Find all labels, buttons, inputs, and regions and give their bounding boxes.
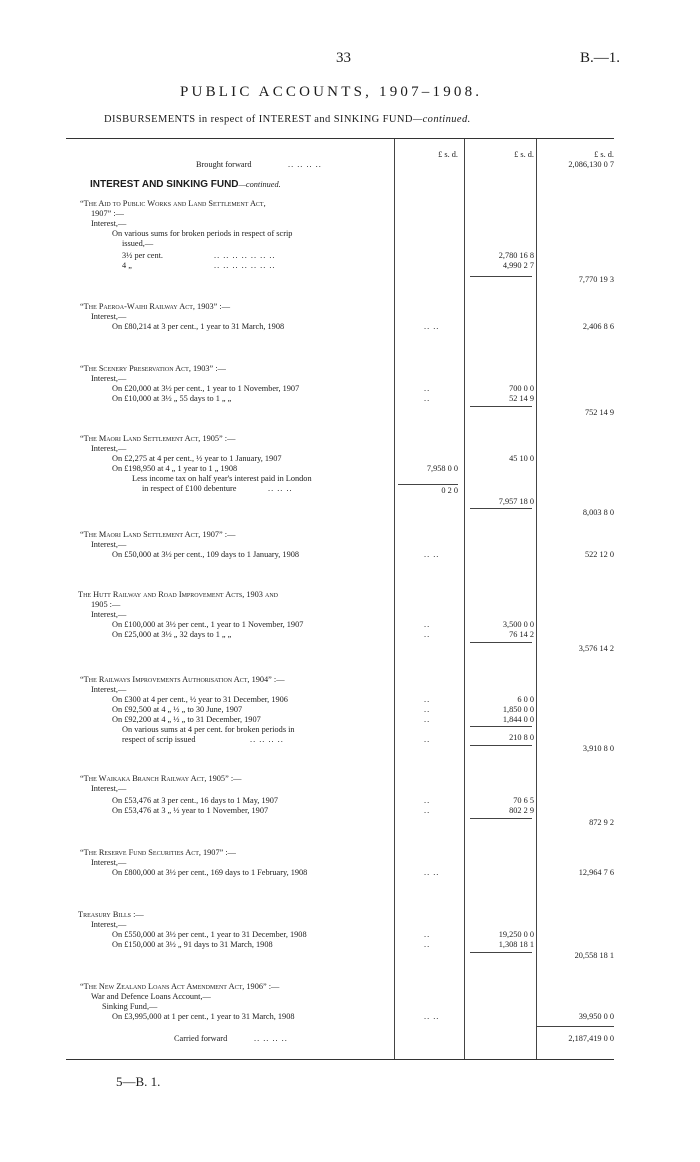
railways-1904-value: 210 8 0	[509, 733, 534, 742]
maori-1907-line: On £50,000 at 3½ per cent., 109 days to 1 January, 1908	[112, 550, 300, 559]
leader-dots: ..	[424, 796, 431, 805]
aid-act-line: On various sums for broken periods in respect of scrip	[112, 229, 293, 238]
maori-1905-line: Less income tax on half year's interest paid in London	[132, 474, 312, 483]
reserve-fund-interest: Interest,—	[91, 858, 127, 867]
column-rule	[464, 139, 465, 1059]
sum-rule	[470, 726, 532, 727]
paeroa-act-heading: “The Paeroa-Waihi Railway Act, 1903” :—	[80, 302, 231, 311]
sum-rule	[398, 484, 458, 485]
hutt-acts-value: 76 14 2	[509, 630, 534, 639]
column-rule	[394, 139, 395, 1059]
reserve-fund-total: 12,964 7 6	[578, 868, 614, 877]
treasury-bills-interest: Interest,—	[91, 920, 127, 929]
aid-act-rate: 3½ per cent.	[122, 251, 164, 260]
waikaka-value: 70 6 5	[513, 796, 534, 805]
leader-dots: ..	[424, 930, 431, 939]
hutt-acts-total: 3,576 14 2	[578, 644, 614, 653]
leader-dots: ..	[424, 705, 431, 714]
leader-dots: ..	[424, 630, 431, 639]
sum-rule	[470, 276, 532, 277]
section-heading-text: INTEREST AND SINKING FUND	[90, 179, 239, 190]
treasury-bills-line: On £150,000 at 3½ „ 91 days to 31 March, 1908	[112, 940, 273, 949]
waikaka-line: On £53,476 at 3 „ ½ year to 1 November, 1907	[112, 806, 269, 815]
leader-dots: ..	[424, 384, 431, 393]
railways-1904-value: 1,844 0 0	[502, 715, 534, 724]
railways-1904-line: On £92,500 at 4 „ ½ „ to 30 June, 1907	[112, 705, 243, 714]
column-header-3: £ s. d.	[594, 150, 614, 159]
sum-rule	[470, 406, 532, 407]
maori-1907-heading: “The Maori Land Settlement Act, 1907” :—	[80, 530, 236, 539]
leader-dots: ..	[424, 735, 431, 744]
hutt-acts-value: 3,500 0 0	[502, 620, 534, 629]
railways-1904-interest: Interest,—	[91, 685, 127, 694]
leader-dots: .. .. .. .. .. .. ..	[214, 261, 276, 270]
leader-dots: .. .. ..	[268, 484, 293, 493]
aid-act-heading-year: 1907” :—	[91, 209, 124, 218]
treasury-bills-value: 1,308 18 1	[498, 940, 534, 949]
scenery-act-line: On £20,000 at 3½ per cent., 1 year to 1 November, 1907	[112, 384, 300, 393]
sum-rule	[470, 642, 532, 643]
scenery-act-interest: Interest,—	[91, 374, 127, 383]
signature-mark: 5—B. 1.	[116, 1074, 161, 1089]
section-heading	[90, 180, 281, 190]
leader-dots: .. .. .. ..	[250, 735, 284, 744]
railways-1904-line: On various sums at 4 per cent. for broken periods in	[122, 725, 295, 734]
maori-1905-interest: Interest,—	[91, 444, 127, 453]
maori-1905-value: 7,958 0 0	[426, 464, 458, 473]
railways-1904-value: 1,850 0 0	[502, 705, 534, 714]
nz-loans-heading: “The New Zealand Loans Act Amendment Act, 1906” :—	[80, 982, 280, 991]
aid-act-rate: 4 „	[122, 261, 132, 270]
brought-forward-label: Brought forward	[196, 160, 252, 169]
waikaka-total: 872 9 2	[589, 818, 614, 827]
hutt-acts-line: On £25,000 at 3½ „ 32 days to 1 „ „	[112, 630, 232, 639]
maori-1905-total: 8,003 8 0	[582, 508, 614, 517]
nz-loans-line: On £3,995,000 at 1 per cent., 1 year to 31 March, 1908	[112, 1012, 295, 1021]
aid-act-heading: “The Aid to Public Works and Land Settlement Act,	[80, 199, 266, 208]
treasury-bills-total: 20,558 18 1	[574, 951, 614, 960]
maori-1905-line: On £2,275 at 4 per cent., ½ year to 1 January, 1907	[112, 454, 282, 463]
maori-1905-value: 0 2 0	[441, 486, 458, 495]
leader-dots: .. .. .. .. .. .. ..	[214, 251, 276, 260]
waikaka-value: 802 2 9	[509, 806, 534, 815]
railways-1904-value: 6 0 0	[517, 695, 534, 704]
hutt-acts-interest: Interest,—	[91, 610, 127, 619]
paeroa-act-total: 2,406 8 6	[582, 322, 614, 331]
scenery-act-value: 52 14 9	[509, 394, 534, 403]
page-title: PUBLIC ACCOUNTS, 1907–1908.	[180, 84, 483, 100]
maori-1905-line: On £198,950 at 4 „ 1 year to 1 „ 1908	[112, 464, 238, 473]
leader-dots: ..	[424, 715, 431, 724]
maori-1905-heading: “The Maori Land Settlement Act, 1905” :—	[80, 434, 236, 443]
maori-1907-interest: Interest,—	[91, 540, 127, 549]
carried-forward-label: Carried forward	[174, 1034, 228, 1043]
column-header-1: £ s. d.	[438, 150, 458, 159]
leader-dots: ..	[424, 695, 431, 704]
railways-1904-heading: “The Railways Improvements Authorisation Act, 1904” :—	[80, 675, 285, 684]
subtitle-main: DISBURSEMENTS in respect of INTEREST and SINKING FUND	[104, 114, 413, 125]
column-header-2: £ s. d.	[514, 150, 534, 159]
page-subtitle	[104, 114, 471, 125]
railways-1904-line: respect of scrip issued	[122, 735, 196, 744]
carried-forward-amount: 2,187,419 0 0	[568, 1034, 614, 1043]
leader-dots: .. ..	[424, 1012, 440, 1021]
nz-loans-sinking: Sinking Fund,—	[102, 1002, 158, 1011]
aid-act-line: issued,—	[122, 239, 154, 248]
aid-act-value: 4,990 2 7	[502, 261, 534, 270]
maori-1905-line: in respect of £100 debenture	[142, 484, 237, 493]
brought-forward-amount: 2,086,130 0 7	[568, 160, 614, 169]
hutt-acts-line: On £100,000 at 3½ per cent., 1 year to 1 November, 1907	[112, 620, 304, 629]
sum-rule	[470, 508, 532, 509]
leader-dots: ..	[424, 394, 431, 403]
subtitle-continued: —continued.	[412, 114, 471, 125]
leader-dots: ..	[424, 806, 431, 815]
paeroa-act-line: On £80,214 at 3 per cent., 1 year to 31 March, 1908	[112, 322, 285, 331]
leader-dots: ..	[424, 940, 431, 949]
maori-1905-value: 45 10 0	[509, 454, 534, 463]
waikaka-heading: “The Waikaka Branch Railway Act, 1905” :—	[80, 774, 242, 783]
nz-loans-account: War and Defence Loans Account,—	[91, 992, 211, 1001]
aid-act-interest: Interest,—	[91, 219, 127, 228]
sum-rule	[470, 952, 532, 953]
leader-dots: .. .. .. ..	[288, 160, 322, 169]
scenery-act-line: On £10,000 at 3½ „ 55 days to 1 „ „	[112, 394, 232, 403]
document-code: B.—1.	[580, 50, 621, 66]
leader-dots: .. .. .. ..	[254, 1034, 288, 1043]
hutt-acts-heading-year: 1905 :—	[91, 600, 121, 609]
railways-1904-line: On £92,200 at 4 „ ½ „ to 31 December, 1907	[112, 715, 261, 724]
leader-dots: .. ..	[424, 550, 440, 559]
scenery-act-total: 752 14 9	[584, 408, 614, 417]
sum-rule	[470, 818, 532, 819]
railways-1904-total: 3,910 8 0	[582, 744, 614, 753]
maori-1905-value: 7,957 18 0	[498, 497, 534, 506]
sum-rule	[536, 1026, 614, 1027]
scenery-act-heading: “The Scenery Preservation Act, 1903” :—	[80, 364, 226, 373]
treasury-bills-line: On £550,000 at 3½ per cent., 1 year to 31 December, 1908	[112, 930, 307, 939]
leader-dots: ..	[424, 620, 431, 629]
aid-act-total: 7,770 19 3	[578, 275, 614, 284]
reserve-fund-heading: “The Reserve Fund Securities Act, 1907” :—	[80, 848, 236, 857]
waikaka-interest: Interest,—	[91, 784, 127, 793]
maori-1907-total: 522 12 0	[584, 550, 614, 559]
hutt-acts-heading: The Hutt Railway and Road Improvement Acts, 1903 and	[78, 590, 279, 599]
reserve-fund-line: On £800,000 at 3½ per cent., 169 days to 1 February, 1908	[112, 868, 308, 877]
sum-rule	[470, 745, 532, 746]
treasury-bills-value: 19,250 0 0	[498, 930, 534, 939]
page-number: 33	[336, 50, 351, 66]
waikaka-line: On £53,476 at 3 per cent., 16 days to 1 May, 1907	[112, 796, 279, 805]
paeroa-act-interest: Interest,—	[91, 312, 127, 321]
leader-dots: .. ..	[424, 868, 440, 877]
aid-act-value: 2,780 16 8	[498, 251, 534, 260]
section-heading-continued: —continued.	[238, 180, 281, 189]
treasury-bills-heading: Treasury Bills :—	[78, 910, 144, 919]
nz-loans-total: 39,950 0 0	[578, 1012, 614, 1021]
railways-1904-line: On £300 at 4 per cent., ½ year to 31 December, 1906	[112, 695, 288, 704]
scenery-act-value: 700 0 0	[509, 384, 534, 393]
leader-dots: .. ..	[424, 322, 440, 331]
